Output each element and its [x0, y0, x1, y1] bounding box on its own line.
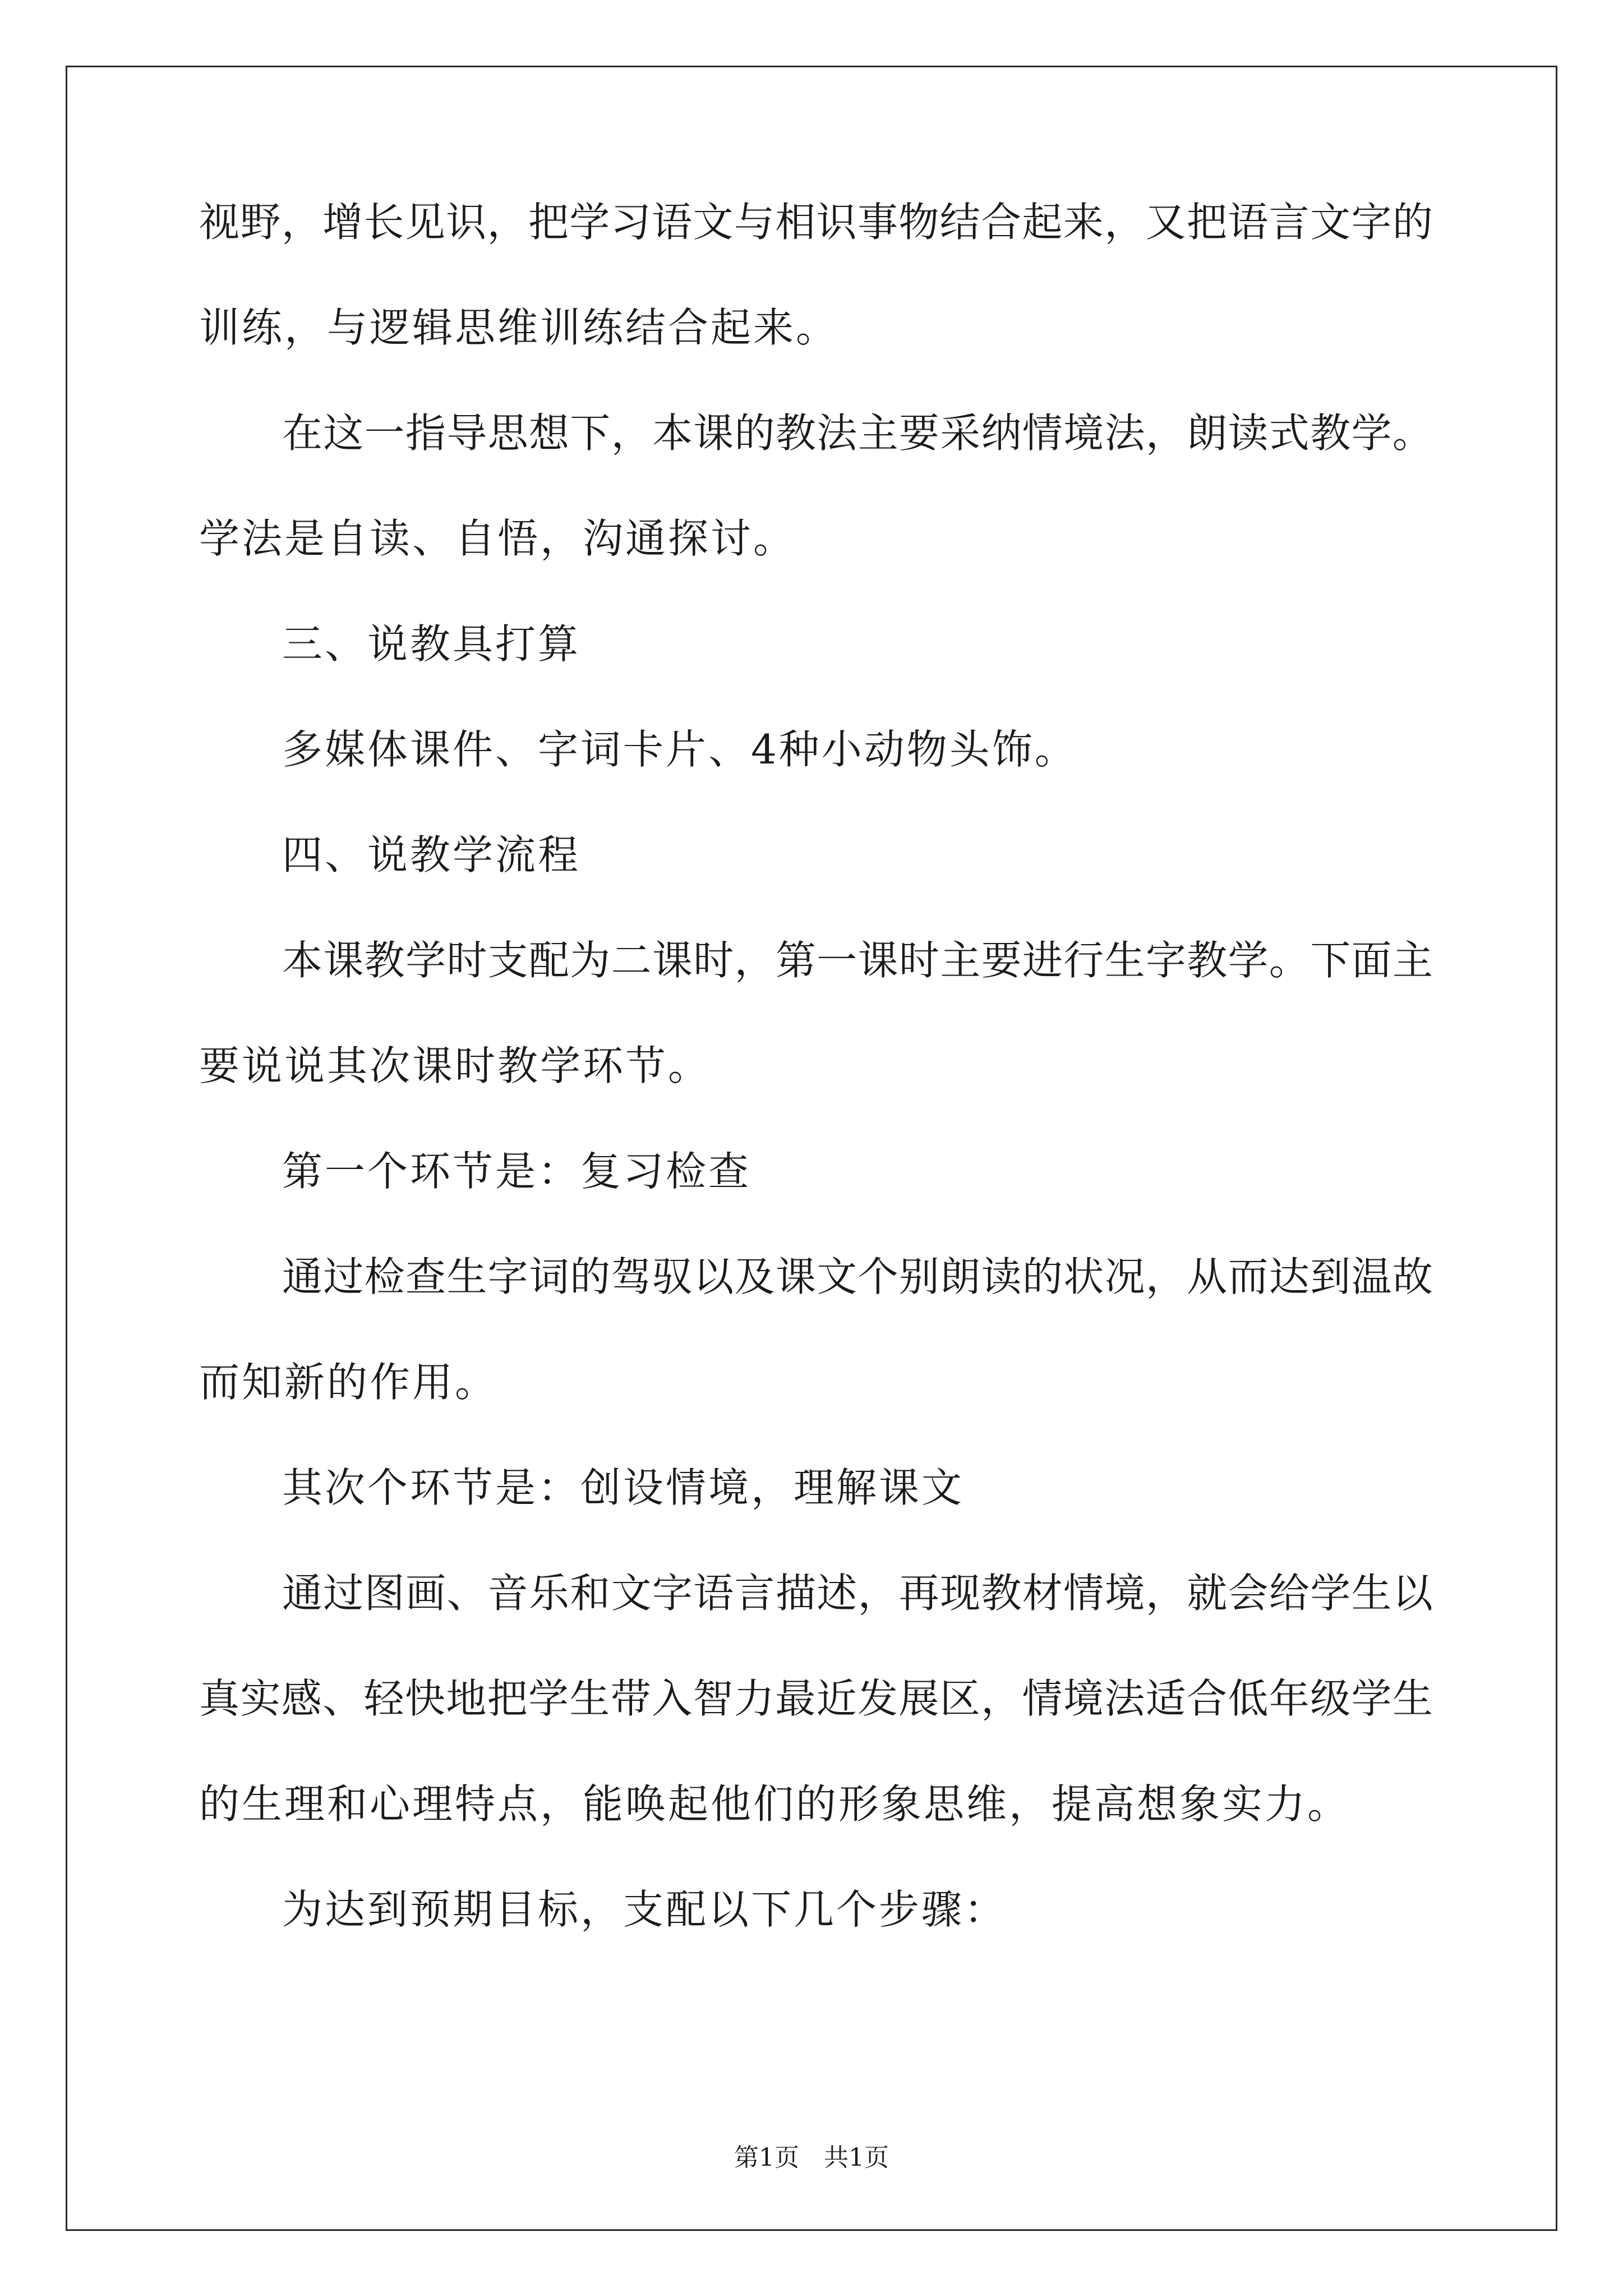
- glyph: 近: [816, 1675, 857, 1722]
- glyph: 习: [610, 199, 651, 246]
- glyph: 驭: [652, 1253, 693, 1300]
- glyph: 情: [1022, 409, 1063, 457]
- glyph: 朗: [940, 1253, 981, 1300]
- glyph: 课: [323, 937, 364, 984]
- glyph: 生: [1104, 937, 1145, 984]
- glyph: 要: [981, 937, 1022, 984]
- glyph: 文: [611, 1570, 652, 1617]
- glyph: 。: [1269, 937, 1310, 984]
- glyph: 画: [405, 1570, 446, 1617]
- glyph: 就: [1187, 1570, 1228, 1617]
- glyph: 式: [1269, 409, 1310, 457]
- glyph: 起: [1022, 199, 1063, 246]
- glyph: 一: [817, 937, 857, 984]
- glyph: 法: [817, 409, 857, 457]
- glyph: 字: [1145, 937, 1186, 984]
- glyph: 面: [1351, 937, 1392, 984]
- text-line: [199, 409, 1433, 457]
- glyph: ，: [611, 409, 652, 457]
- glyph: 通: [282, 1253, 323, 1300]
- glyph: 把: [487, 1675, 528, 1722]
- glyph: 法: [1104, 409, 1145, 457]
- glyph: 把: [528, 199, 569, 246]
- text-line: 学法是自读、自悟，沟通探讨。: [199, 515, 796, 562]
- glyph: 温: [1351, 1253, 1392, 1300]
- glyph: 快: [404, 1675, 445, 1722]
- glyph: 长: [363, 199, 404, 246]
- glyph: 课: [693, 409, 734, 457]
- section-heading: 四、说教学流程: [282, 831, 581, 878]
- glyph: 二: [611, 937, 652, 984]
- glyph: 状: [1063, 1253, 1104, 1300]
- glyph: 时: [693, 937, 734, 984]
- glyph: 物: [898, 199, 939, 246]
- glyph: 学: [1310, 1570, 1351, 1617]
- glyph: 语: [693, 1570, 734, 1617]
- glyph: 的: [570, 1253, 611, 1300]
- glyph: 课: [652, 937, 693, 984]
- glyph: 及: [734, 1253, 775, 1300]
- glyph: 和: [570, 1570, 611, 1617]
- glyph: 给: [1269, 1570, 1310, 1617]
- glyph: 视: [199, 199, 240, 246]
- glyph: 个: [857, 1253, 898, 1300]
- glyph: 教: [1187, 937, 1228, 984]
- step-heading: 第一个环节是：复习检查: [282, 1148, 751, 1195]
- glyph: 故: [1392, 1253, 1433, 1300]
- glyph: 到: [1310, 1253, 1351, 1300]
- glyph: 与: [734, 199, 774, 246]
- glyph: 以: [1392, 1570, 1433, 1617]
- glyph: 入: [652, 1675, 693, 1722]
- glyph: 描: [775, 1570, 816, 1617]
- glyph: 读: [981, 1253, 1022, 1300]
- glyph: ，: [981, 1675, 1022, 1722]
- glyph: 以: [693, 1253, 734, 1300]
- glyph: 导: [446, 409, 487, 457]
- glyph: 第: [775, 937, 816, 984]
- glyph: 行: [1063, 937, 1104, 984]
- glyph: 主: [1392, 937, 1433, 984]
- glyph: 图: [364, 1570, 405, 1617]
- glyph: 时: [446, 937, 487, 984]
- glyph: 生: [569, 1675, 610, 1722]
- glyph: 适: [1145, 1675, 1186, 1722]
- glyph: 野: [240, 199, 281, 246]
- glyph: 情: [1022, 1675, 1063, 1722]
- glyph: 实: [240, 1675, 281, 1722]
- glyph: 通: [282, 1570, 323, 1617]
- glyph: 字: [487, 1253, 528, 1300]
- glyph: ，: [1145, 409, 1186, 457]
- glyph: 纳: [981, 409, 1022, 457]
- glyph: 的: [734, 409, 775, 457]
- text-line: 而知新的作用。: [199, 1359, 498, 1406]
- glyph: ，: [487, 199, 528, 246]
- glyph: 而: [1228, 1253, 1269, 1300]
- glyph: 带: [610, 1675, 651, 1722]
- glyph: 境: [1063, 1675, 1104, 1722]
- glyph: 下: [1310, 937, 1351, 984]
- text-line: 多媒体课件、字词卡片、4种小动物头饰。: [282, 726, 1077, 773]
- glyph: 现: [940, 1570, 981, 1617]
- glyph: 教: [364, 937, 405, 984]
- glyph: 一: [364, 409, 405, 457]
- glyph: 字: [652, 1570, 693, 1617]
- glyph: 乐: [528, 1570, 569, 1617]
- glyph: 法: [1104, 1675, 1145, 1722]
- glyph: 教: [1310, 409, 1351, 457]
- glyph: 教: [981, 1570, 1022, 1617]
- glyph: 学: [1351, 1675, 1392, 1722]
- glyph: 事: [857, 199, 898, 246]
- glyph: 识: [816, 199, 857, 246]
- glyph: 文: [1310, 199, 1351, 246]
- glyph: 再: [898, 1570, 939, 1617]
- glyph: 文: [817, 1253, 857, 1300]
- glyph: 朗: [1187, 409, 1228, 457]
- glyph: 教: [775, 409, 816, 457]
- glyph: 、: [322, 1675, 363, 1722]
- glyph: 。: [1392, 409, 1433, 457]
- glyph: ，: [1104, 199, 1145, 246]
- glyph: 采: [940, 409, 981, 457]
- glyph: 来: [1063, 199, 1104, 246]
- glyph: 生: [1351, 1570, 1392, 1617]
- glyph: 见: [404, 199, 445, 246]
- glyph: 别: [898, 1253, 939, 1300]
- glyph: 过: [323, 1570, 364, 1617]
- glyph: 学: [405, 937, 446, 984]
- text-line: [199, 1570, 1433, 1617]
- glyph: 生: [446, 1253, 487, 1300]
- glyph: 最: [775, 1675, 816, 1722]
- glyph: 在: [282, 409, 323, 457]
- glyph: ，: [857, 1570, 898, 1617]
- glyph: 力: [734, 1675, 774, 1722]
- text-line: [199, 937, 1433, 984]
- text-line: 训练，与逻辑思维训练结合起来。: [199, 304, 839, 351]
- glyph: 课: [857, 937, 898, 984]
- glyph: 主: [940, 937, 981, 984]
- glyph: 区: [939, 1675, 980, 1722]
- glyph: 过: [323, 1253, 364, 1300]
- glyph: 、: [446, 1570, 487, 1617]
- glyph: 年: [1269, 1675, 1310, 1722]
- glyph: 达: [1269, 1253, 1310, 1300]
- glyph: 进: [1022, 937, 1063, 984]
- glyph: 合: [1187, 1675, 1228, 1722]
- glyph: 时: [898, 937, 939, 984]
- glyph: 述: [817, 1570, 857, 1617]
- glyph: 学: [569, 199, 610, 246]
- glyph: 展: [898, 1675, 939, 1722]
- glyph: 言: [734, 1570, 775, 1617]
- glyph: 境: [1063, 409, 1104, 457]
- glyph: 本: [282, 937, 323, 984]
- glyph: 本: [652, 409, 693, 457]
- glyph: 查: [405, 1253, 446, 1300]
- glyph: 相: [775, 199, 816, 246]
- glyph: 支: [487, 937, 528, 984]
- glyph: 材: [1022, 1570, 1063, 1617]
- glyph: 又: [1145, 199, 1186, 246]
- glyph: 从: [1187, 1253, 1228, 1300]
- section-heading: 三、说教具打算: [282, 620, 581, 668]
- glyph: ，: [734, 937, 775, 984]
- step-heading: 其次个环节是：创设情境，理解课文: [282, 1464, 965, 1511]
- glyph: 音: [487, 1570, 528, 1617]
- glyph: 情: [1063, 1570, 1104, 1617]
- page-number: 第1页 共1页: [734, 2143, 889, 2172]
- glyph: 智: [693, 1675, 734, 1722]
- glyph: 语: [652, 199, 693, 246]
- text-line: [199, 1675, 1433, 1722]
- glyph: 词: [528, 1253, 569, 1300]
- glyph: 课: [775, 1253, 816, 1300]
- glyph: 合: [981, 199, 1022, 246]
- text-line: 为达到预期目标，支配以下几个步骤：: [282, 1886, 1007, 1933]
- text-line: [199, 1253, 1433, 1300]
- glyph: 读: [1228, 409, 1269, 457]
- glyph: 轻: [363, 1675, 404, 1722]
- glyph: 想: [528, 409, 569, 457]
- glyph: 低: [1228, 1675, 1269, 1722]
- glyph: 结: [939, 199, 980, 246]
- glyph: 识: [446, 199, 487, 246]
- glyph: 级: [1310, 1675, 1351, 1722]
- glyph: 思: [487, 409, 528, 457]
- glyph: 况: [1104, 1253, 1145, 1300]
- glyph: 增: [322, 199, 363, 246]
- text-line: 的生理和心理特点，能唤起他们的形象思维，提高想象实力。: [199, 1780, 1350, 1828]
- glyph: 的: [1022, 1253, 1063, 1300]
- glyph: 感: [281, 1675, 322, 1722]
- glyph: 指: [405, 409, 446, 457]
- text-line: [199, 199, 1433, 246]
- glyph: 主: [857, 409, 898, 457]
- glyph: 学: [528, 1675, 569, 1722]
- glyph: 境: [1104, 1570, 1145, 1617]
- text-line: 要说说其次课时教学环节。: [199, 1042, 711, 1089]
- glyph: 配: [528, 937, 569, 984]
- glyph: 发: [857, 1675, 898, 1722]
- glyph: 这: [323, 409, 364, 457]
- glyph: 把: [1187, 199, 1228, 246]
- glyph: ，: [1145, 1253, 1186, 1300]
- glyph: 言: [1269, 199, 1310, 246]
- glyph: 字: [1351, 199, 1392, 246]
- glyph: 检: [364, 1253, 405, 1300]
- document-body: [199, 199, 1433, 1995]
- glyph: 驾: [611, 1253, 652, 1300]
- glyph: 学: [1351, 409, 1392, 457]
- glyph: ，: [1145, 1570, 1186, 1617]
- glyph: 地: [446, 1675, 487, 1722]
- glyph: ，: [281, 199, 322, 246]
- glyph: 生: [1392, 1675, 1433, 1722]
- glyph: 会: [1228, 1570, 1269, 1617]
- glyph: 文: [693, 199, 734, 246]
- glyph: 要: [898, 409, 939, 457]
- glyph: 的: [1392, 199, 1433, 246]
- glyph: 下: [570, 409, 611, 457]
- glyph: 真: [199, 1675, 240, 1722]
- glyph: 学: [1228, 937, 1269, 984]
- glyph: 语: [1228, 199, 1269, 246]
- glyph: 为: [570, 937, 611, 984]
